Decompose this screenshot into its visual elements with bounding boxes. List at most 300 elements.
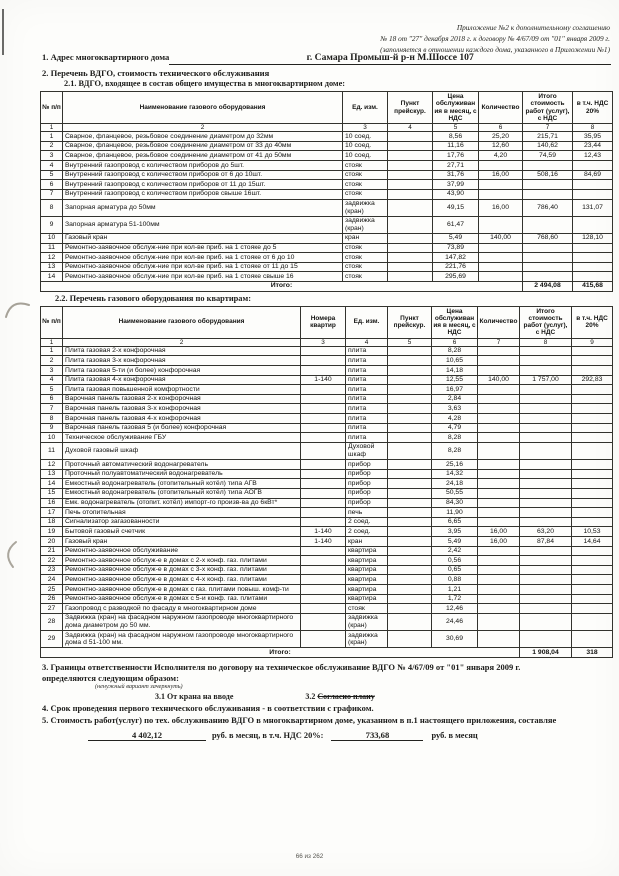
column-header: Номера квартир [301,306,346,338]
table-cell: 8,28 [432,433,478,443]
table-cell: Бытовой газовый счетчик [63,527,301,537]
table-cell: Ремонтно-заявочное обслуж-ние при кол-ве приб. на 1 стояке от 6 до 10 [63,253,343,263]
table-cell [388,170,433,180]
table-cell [388,575,432,585]
table-cell [520,346,572,356]
table-cell [520,366,572,376]
column-number: 4 [388,124,433,132]
table-cell [388,161,433,171]
table-cell [523,189,573,199]
row-number: 29 [41,631,63,648]
table-cell: Газовый кран [63,537,301,547]
total-vat: 415,68 [573,281,613,291]
row-number: 19 [41,527,63,537]
column-number: 8 [573,124,613,132]
table-cell [301,517,346,527]
row-number: 5 [41,385,63,395]
table-cell: Плита газовая повышенной комфортности [63,385,301,395]
column-number: 5 [388,338,432,346]
table-cell [573,262,613,272]
row-number: 5 [41,170,63,180]
table-cell [572,508,613,518]
table-cell: Ремонтно-заявочное обслуж-ние при кол-ве приб. на 1 стояке от 11 до 15 [63,262,343,272]
table-cell [572,394,613,404]
table-cell [388,394,432,404]
table-cell [523,262,573,272]
table-cell [520,433,572,443]
row-number: 28 [41,613,63,630]
table-cell: Сигнализатор загазованности [63,517,301,527]
section-3-line1: 3. Границы ответственности Исполнителя по договору на техническое обслуживание ВДГО № 4/67/09 от "01" января 2009 г. [42,661,521,672]
row-number: 1 [41,346,63,356]
table-cell [520,479,572,489]
page-number: 66 из 262 [295,853,324,860]
table-cell [388,253,433,263]
table-cell: 1 757,00 [520,375,572,385]
row-number: 9 [41,423,63,433]
table-cell: 1,72 [432,594,478,604]
column-number: 3 [343,124,388,132]
table-cell: плита [346,394,388,404]
table-cell [388,366,432,376]
column-number: 7 [523,124,573,132]
table-cell [478,460,520,470]
table-cell [478,414,520,424]
row-number: 12 [41,253,63,263]
row-number: 24 [41,575,63,585]
table-cell [388,375,432,385]
table-cell [573,272,613,282]
total-sum: 2 494,08 [523,281,573,291]
table-cell: 31,76 [433,170,479,180]
table-row [41,565,613,575]
table-cell: 14,64 [572,537,613,547]
table-cell: Духовой шкаф [346,442,388,459]
table-cell [572,546,613,556]
row-number: 8 [41,414,63,424]
table-cell: плита [346,366,388,376]
table-cell [301,479,346,489]
table-cell: 215,71 [523,132,573,142]
strike-instruction-note: (ненужный вариант зачеркнуть) [95,683,183,691]
column-number: 6 [479,124,523,132]
table-cell [388,442,432,459]
table-cell: стояк [343,272,388,282]
table-cell [479,262,523,272]
table-cell [572,385,613,395]
table-row [41,253,613,263]
table-cell [301,460,346,470]
table-cell: 6,65 [432,517,478,527]
table-cell [388,546,432,556]
column-number: 2 [63,124,343,132]
table-cell [478,442,520,459]
table-cell [388,180,433,190]
table-cell [388,151,433,161]
table-cell: 147,82 [433,253,479,263]
table-cell: 74,59 [523,151,573,161]
table-cell: плита [346,346,388,356]
table-cell: Ремонтно-заявочное обслуж-е в домах с 5-и конф. газ. плитами [63,594,301,604]
row-number: 23 [41,565,63,575]
table-cell: плита [346,414,388,424]
table-cell: 24,18 [432,479,478,489]
table-cell [301,433,346,443]
table-cell: Сварное, фланцевое, резьбовое соединение диаметром от 41 до 50мм [63,151,343,161]
table-cell: 10 соед. [343,151,388,161]
table-cell [388,585,432,595]
row-number: 12 [41,460,63,470]
boundary-options [155,692,619,701]
table-row [41,460,613,470]
table-cell [301,594,346,604]
table-cell [388,479,432,489]
table-cell: Сварное, фланцевое, резьбовое соединение диаметром до 32мм [63,132,343,142]
table-cell [301,613,346,630]
table-cell [301,346,346,356]
table-cell: 61,47 [433,216,479,233]
pen-mark [4,296,32,324]
table-cell [520,442,572,459]
table-cell [478,594,520,604]
cost-mid-text: руб. в месяц, в т.ч. НДС 20%: [212,731,324,741]
table-cell [572,488,613,498]
table-cell: прибор [346,469,388,479]
table-cell [479,189,523,199]
table-cell [572,479,613,489]
table-cell [478,488,520,498]
table-cell: 23,44 [573,141,613,151]
table-cell: Плита газовая 4-х конфорочная [63,375,301,385]
table-cell [479,180,523,190]
table-cell: Варочная панель газовая 3-х конфорочная [63,404,301,414]
appendix-note [280,23,610,56]
table-cell [572,356,613,366]
table-row [41,433,613,443]
table-cell: 4,20 [479,151,523,161]
table-cell: 128,10 [573,233,613,243]
table-cell [478,556,520,566]
table-cell [572,631,613,648]
table-cell [301,442,346,459]
table-cell: 3,63 [432,404,478,414]
table-cell: стояк [343,180,388,190]
table-cell: стояк [343,161,388,171]
table-cell [301,385,346,395]
table-cell [388,262,433,272]
table-cell [520,498,572,508]
table-cell: Внутренний газопровод с количеством приборов от 11 до 15шт. [63,180,343,190]
table-row [41,527,613,537]
table-header-row [41,92,613,124]
total-label: Итого: [41,281,523,291]
table-cell [572,366,613,376]
table-cell: Техническое обслуживание ГБУ [63,433,301,443]
table-cell: 10,65 [432,356,478,366]
table-cell: задвижка (кран) [343,216,388,233]
table-cell [572,433,613,443]
table-cell [388,631,432,648]
table-row [41,479,613,489]
table-cell: 12,43 [573,151,613,161]
table-cell: 37,99 [433,180,479,190]
column-number: 1 [41,124,63,132]
table-cell [478,385,520,395]
table-cell: 11,16 [433,141,479,151]
table-cell: прибор [346,460,388,470]
table-cell: 63,20 [520,527,572,537]
table-cell [520,594,572,604]
table-cell [388,508,432,518]
monthly-vat-value: 733,68 [331,730,423,741]
table-cell: 50,55 [432,488,478,498]
table-row [41,346,613,356]
table-row [41,262,613,272]
table-cell [572,594,613,604]
table-cell [573,253,613,263]
column-header: Наименование газового оборудования [63,92,343,124]
table-cell [520,404,572,414]
table-row [41,170,613,180]
table-cell: плита [346,433,388,443]
table-cell: 73,89 [433,243,479,253]
row-number: 1 [41,132,63,142]
section-3-title [42,662,609,683]
table-cell: 131,07 [573,199,613,216]
table-cell: прибор [346,488,388,498]
column-header: № п/п [41,306,63,338]
pen-mark [0,540,22,570]
table-cell: 140,62 [523,141,573,151]
table-cell [572,585,613,595]
row-number: 13 [41,469,63,479]
table-row [41,216,613,233]
table-cell: 84,30 [432,498,478,508]
table-cell: 1-140 [301,537,346,547]
row-number: 8 [41,199,63,216]
column-header: Итого стоимость работ (услуг), с НДС [520,306,572,338]
table-cell [520,575,572,585]
table-cell: 0,56 [432,556,478,566]
table-cell: 5,49 [432,537,478,547]
table-cell: Проточный полуавтоматический водонагреватель [63,469,301,479]
table-cell [388,356,432,366]
boundary-option-1: 3.1 От крана на вводе [155,692,234,702]
table-cell: 5,49 [433,233,479,243]
table-row [41,375,613,385]
table-cell: Ремонтно-заявочное обслуж-е в домах с 2-х конф. газ. плитами [63,556,301,566]
scan-artifact-line [2,9,4,55]
table-cell [523,253,573,263]
table-cell [573,243,613,253]
column-header: Пункт прейскур. [388,306,432,338]
table-cell: 508,16 [523,170,573,180]
table-cell [572,604,613,614]
table-cell [573,161,613,171]
table-cell: Емк. водонагреватель (отопит. котёл) импорт-го произв-ва до 6кВт* [63,498,301,508]
table-cell: 16,97 [432,385,478,395]
table-row [41,141,613,151]
row-number: 14 [41,272,63,282]
table-row [41,151,613,161]
table-cell: Емкостный водонагреватель (отопительный котёл) типа АГВ [63,479,301,489]
table-cell: стояк [343,170,388,180]
table-cell [572,469,613,479]
table-cell: 2 соед. [346,527,388,537]
table-cell [478,423,520,433]
table-cell: Проточный автоматический водонагреватель [63,460,301,470]
table-cell: 8,28 [432,442,478,459]
table-cell: прибор [346,498,388,508]
table-cell [572,556,613,566]
table-cell [573,216,613,233]
table-cell [572,575,613,585]
table-cell [388,469,432,479]
table-cell: 14,18 [432,366,478,376]
table-cell: 10 соед. [343,141,388,151]
row-number: 26 [41,594,63,604]
table-row [41,161,613,171]
table-cell: 221,76 [433,262,479,272]
table-cell [478,631,520,648]
table-cell [572,517,613,527]
column-header: Итого стоимость работ (услуг), с НДС [523,92,573,124]
table-cell: 17,76 [433,151,479,161]
cost-end-text: руб. в месяц [431,731,478,741]
table-cell [388,243,433,253]
table-cell [572,414,613,424]
column-number: 3 [301,338,346,346]
table-cell: 768,60 [523,233,573,243]
row-number: 17 [41,508,63,518]
row-number: 11 [41,442,63,459]
table-cell: плита [346,375,388,385]
table-cell: 2 соед. [346,517,388,527]
row-number: 3 [41,151,63,161]
table-cell [301,556,346,566]
row-number: 16 [41,498,63,508]
total-sum: 1 908,04 [520,648,572,658]
table-cell: Сварное, фланцевое, резьбовое соединение диаметром от 33 до 40мм [63,141,343,151]
column-header: в т.ч. НДС 20% [572,306,613,338]
row-number: 4 [41,375,63,385]
table-cell: 43,90 [433,189,479,199]
table-cell [301,575,346,585]
column-header: в т.ч. НДС 20% [573,92,613,124]
table-cell: стояк [346,604,388,614]
table-cell [478,469,520,479]
table-apartments [40,306,613,658]
table-cell [301,394,346,404]
table-cell: квартира [346,565,388,575]
table-cell: 12,60 [479,141,523,151]
table-cell: 1-140 [301,527,346,537]
table-cell: 11,90 [432,508,478,518]
table-cell [520,604,572,614]
boundary-option-2-number: 3.2 [305,692,316,702]
table-row [41,546,613,556]
table-row [41,414,613,424]
table-cell: 292,83 [572,375,613,385]
table-cell: Духовой газовый шкаф [63,442,301,459]
table-cell: печь [346,508,388,518]
table-cell [301,488,346,498]
table-cell: 12,46 [432,604,478,614]
table-cell [523,161,573,171]
table-cell: 87,84 [520,537,572,547]
table-row [41,442,613,459]
table-row [41,404,613,414]
table-cell [388,613,432,630]
appendix-note-line: (заполняется в отношении каждого дома, указанного в Приложении №1) [380,44,610,54]
row-number: 6 [41,394,63,404]
table-row [41,132,613,142]
table-cell [520,556,572,566]
table-cell [478,604,520,614]
table-row [41,394,613,404]
table-cell [478,404,520,414]
row-number: 4 [41,161,63,171]
table-cell: Плита газовая 2-х конфорочная [63,346,301,356]
table-cell: Ремонтно-заявочное обслуж-ние при кол-ве приб. на 1 стояке свыше 16 [63,272,343,282]
table-cell: 25,16 [432,460,478,470]
column-number: 2 [63,338,301,346]
table-cell [478,508,520,518]
table-cell: Варочная панель газовая 4-х конфорочная [63,414,301,424]
row-number: 22 [41,556,63,566]
table-cell [572,498,613,508]
table-cell: Плита газовая 5-ти (и более) конфорочная [63,366,301,376]
table-cell [520,423,572,433]
table-cell: Ремонтно-заявочное обслуживание [63,546,301,556]
column-number: 7 [478,338,520,346]
column-header: Цена обслуживания в месяц, с НДС [433,307,476,337]
table-cell: Задвижка (кран) на фасадном наружном газопроводе многоквартирного дома диаметром до 50 мм. [63,613,301,630]
table-row [41,594,613,604]
table-cell [301,508,346,518]
table-cell [479,161,523,171]
table-cell [520,394,572,404]
section-5-title: 5. Стоимость работ(услуг) по тех. обслуживанию ВДГО в многоквартирном доме, указанном в п.1 настоящего приложения, составляе [42,715,557,726]
table-row [41,180,613,190]
table-cell: 10,53 [572,527,613,537]
table-cell [572,613,613,630]
row-number: 18 [41,517,63,527]
table-cell: 4,28 [432,414,478,424]
table-cell [478,585,520,595]
section-2-2-title: 2.2. Перечень газового оборудования по квартирам: [55,293,251,303]
table-cell: задвижка (кран) [343,199,388,216]
table-cell [388,527,432,537]
table-row [41,199,613,216]
table-cell [523,216,573,233]
table-cell [301,546,346,556]
table-cell: Задвижка (кран) на фасадном наружном газопроводе многоквартирного дома d 51-100 мм. [63,631,301,648]
table-cell: Газопровод с разводкой по фасаду в многоквартирном доме [63,604,301,614]
table-cell: 30,69 [432,631,478,648]
total-vat: 318 [572,648,613,658]
table-cell: плита [346,356,388,366]
table-cell: Плита газовая 3-х конфорочная [63,356,301,366]
table-row [41,517,613,527]
table-row [41,488,613,498]
table-cell: кран [343,233,388,243]
table-cell: 140,00 [479,233,523,243]
table-cell [301,356,346,366]
table-cell [388,346,432,356]
column-header: Количество [479,92,523,124]
table-cell: 0,65 [432,565,478,575]
